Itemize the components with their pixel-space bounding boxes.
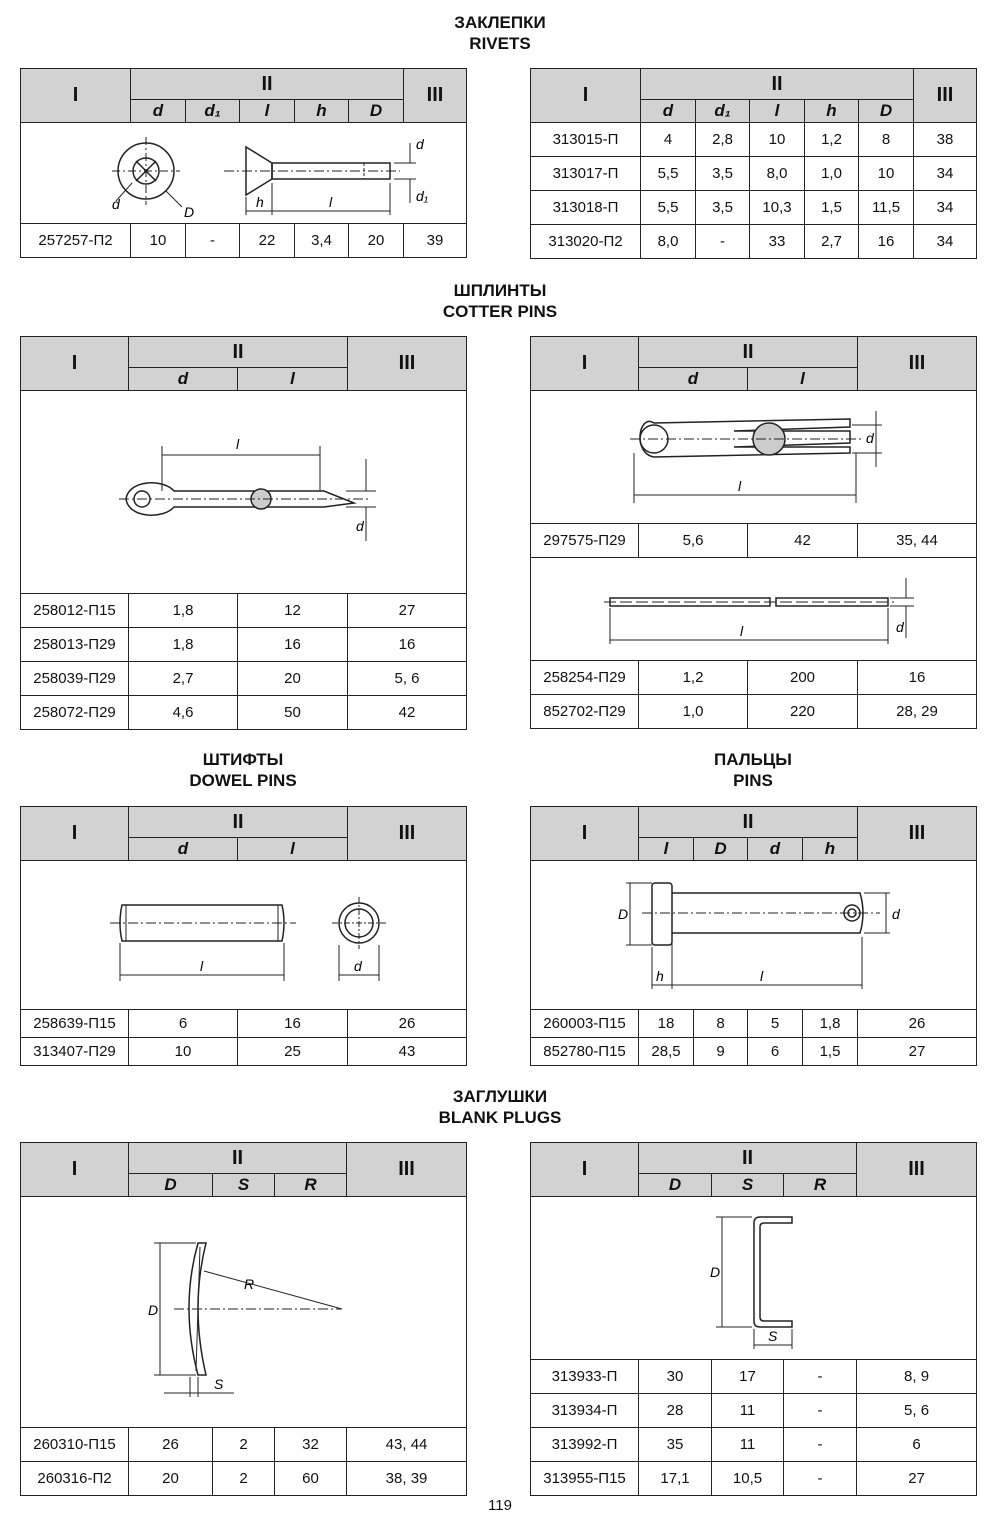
cell: 16 xyxy=(238,1010,348,1038)
cell: 313933-П xyxy=(531,1360,639,1394)
dim-label-S: S xyxy=(767,1328,777,1344)
cell: 11,5 xyxy=(859,191,914,225)
dim-label-d: d xyxy=(891,906,900,922)
blank-plugs-table-right xyxy=(530,1142,977,1496)
cell: 2 xyxy=(213,1428,275,1462)
cell: 1,5 xyxy=(803,1038,858,1066)
cell: 313017-П xyxy=(531,157,641,191)
cell: 16 xyxy=(859,225,914,259)
title-en: RIVETS xyxy=(469,34,531,53)
cell: 1,0 xyxy=(805,157,859,191)
dim-label-h: h xyxy=(255,194,264,210)
cell: 852702-П29 xyxy=(531,695,639,729)
cell: - xyxy=(784,1394,857,1428)
cell: 2,7 xyxy=(129,662,238,696)
cell: 313934-П xyxy=(531,1394,639,1428)
section-title-cotter-pins xyxy=(0,280,1000,322)
cell: 16 xyxy=(858,661,977,695)
param-header: D xyxy=(694,838,748,861)
cell: 25 xyxy=(238,1038,348,1066)
cell: 258013-П29 xyxy=(21,628,129,662)
cell: 35 xyxy=(639,1428,712,1462)
cell: 6 xyxy=(748,1038,803,1066)
header-col-2: II xyxy=(639,337,858,368)
cell: 2,8 xyxy=(696,123,750,157)
dim-label-l: l xyxy=(739,623,743,639)
blank-plug-drawing-cell xyxy=(531,1197,977,1360)
param-header: d xyxy=(748,838,803,861)
param-header: h xyxy=(803,838,858,861)
cell: 313992-П xyxy=(531,1428,639,1462)
pin-drawing-cell xyxy=(531,861,977,1010)
cell: 8 xyxy=(694,1010,748,1038)
title-ru: ЗАКЛЕПКИ xyxy=(454,13,546,32)
header-col-3: III xyxy=(404,69,467,123)
cell: 42 xyxy=(748,524,858,558)
pins-table xyxy=(530,806,977,1066)
title-en: BLANK PLUGS xyxy=(438,1108,562,1127)
dim-label-h: h xyxy=(655,968,664,984)
cell: 313020-П2 xyxy=(531,225,641,259)
cell: 27 xyxy=(857,1462,977,1496)
param-header: l xyxy=(240,100,295,123)
cell: 852780-П15 xyxy=(531,1038,639,1066)
table-row xyxy=(21,1462,467,1496)
cell: 3,4 xyxy=(295,224,349,258)
table-row xyxy=(21,662,467,696)
dim-label-D: D xyxy=(183,204,194,220)
header-col-1: I xyxy=(21,1143,129,1197)
cotter-pin-drawing xyxy=(534,391,974,523)
cell: 1,8 xyxy=(129,628,238,662)
title-ru: ШТИФТЫ xyxy=(202,750,284,769)
header-col-3: III xyxy=(347,1143,467,1197)
blank-plug-drawing xyxy=(534,1197,974,1359)
cell: 34 xyxy=(914,191,977,225)
rivets-table-right xyxy=(530,68,977,259)
cell: 8,0 xyxy=(641,225,696,259)
cell: 28 xyxy=(639,1394,712,1428)
table-row xyxy=(531,225,977,259)
param-header: R xyxy=(784,1174,857,1197)
table-row xyxy=(531,1462,977,1496)
header-col-2: II xyxy=(639,1143,857,1174)
cell: 34 xyxy=(914,225,977,259)
cell: 260310-П15 xyxy=(21,1428,129,1462)
cell: 35, 44 xyxy=(858,524,977,558)
cotter-pins-table-left xyxy=(20,336,467,730)
cell: 10 xyxy=(859,157,914,191)
cell: 8, 9 xyxy=(857,1360,977,1394)
cell: 5,5 xyxy=(641,157,696,191)
title-en: PINS xyxy=(733,771,773,790)
table-row xyxy=(531,123,977,157)
cell: 258072-П29 xyxy=(21,696,129,730)
table-row xyxy=(21,1428,467,1462)
dim-label-d: d xyxy=(111,196,120,212)
cell: 18 xyxy=(639,1010,694,1038)
cell: 1,5 xyxy=(805,191,859,225)
dim-label-d1: d₁ xyxy=(415,188,428,204)
dim-label-d: d xyxy=(415,136,424,152)
dim-label-l: l xyxy=(235,436,239,452)
table-row xyxy=(21,594,467,628)
header-col-3: III xyxy=(857,1143,977,1197)
table-row xyxy=(21,696,467,730)
section-title-rivets xyxy=(0,12,1000,54)
header-col-3: III xyxy=(348,337,467,391)
cell: 28,5 xyxy=(639,1038,694,1066)
title-ru: ШПЛИНТЫ xyxy=(453,281,547,300)
dim-label-D: D xyxy=(617,906,628,922)
cell: 5,5 xyxy=(641,191,696,225)
header-col-1: I xyxy=(21,69,131,123)
cell: 20 xyxy=(349,224,404,258)
cell: 260316-П2 xyxy=(21,1462,129,1496)
param-header: D xyxy=(639,1174,712,1197)
param-header: D xyxy=(129,1174,213,1197)
dim-label-d: d xyxy=(865,430,874,446)
header-col-3: III xyxy=(858,807,977,861)
dim-label-l: l xyxy=(199,958,203,974)
header-col-1: I xyxy=(531,1143,639,1197)
param-header: l xyxy=(748,368,858,391)
param-header: R xyxy=(275,1174,347,1197)
wire-pin-drawing xyxy=(534,558,974,660)
param-header: d xyxy=(131,100,186,123)
cell: 12 xyxy=(238,594,348,628)
wire-pin-drawing-cell xyxy=(531,558,977,661)
dim-label-l: l xyxy=(737,478,741,494)
header-col-2: II xyxy=(641,69,914,100)
cell: 258039-П29 xyxy=(21,662,129,696)
cell: 10 xyxy=(129,1038,238,1066)
cell: 28, 29 xyxy=(858,695,977,729)
section-title-pins xyxy=(530,749,976,791)
cell: 16 xyxy=(348,628,467,662)
param-header: S xyxy=(712,1174,784,1197)
cell: 258012-П15 xyxy=(21,594,129,628)
table-row xyxy=(531,524,977,558)
cell: 2,7 xyxy=(805,225,859,259)
table-row xyxy=(21,628,467,662)
cotter-pins-table-right xyxy=(530,336,977,729)
cell: 220 xyxy=(748,695,858,729)
cell: 43 xyxy=(348,1038,467,1066)
header-col-1: I xyxy=(531,337,639,391)
dim-label-d: d xyxy=(895,619,904,635)
cell: 260003-П15 xyxy=(531,1010,639,1038)
table-row xyxy=(531,1394,977,1428)
table-row xyxy=(531,1010,977,1038)
table-row xyxy=(531,695,977,729)
param-header: d xyxy=(129,838,238,861)
cell: 257257-П2 xyxy=(21,224,131,258)
cell: 2 xyxy=(213,1462,275,1496)
dim-label-l: l xyxy=(759,968,763,984)
param-header: d xyxy=(641,100,696,123)
cell: 5, 6 xyxy=(348,662,467,696)
cell: 258254-П29 xyxy=(531,661,639,695)
cell: 10,5 xyxy=(712,1462,784,1496)
cell: 3,5 xyxy=(696,157,750,191)
param-header: S xyxy=(213,1174,275,1197)
cell: 5 xyxy=(748,1010,803,1038)
param-header: d xyxy=(129,368,238,391)
cell: 6 xyxy=(129,1010,238,1038)
title-ru: ЗАГЛУШКИ xyxy=(452,1087,548,1106)
cell: 313018-П xyxy=(531,191,641,225)
page-number: 119 xyxy=(488,1497,512,1514)
cell: 200 xyxy=(748,661,858,695)
param-header: d₁ xyxy=(186,100,240,123)
cell: 26 xyxy=(129,1428,213,1462)
header-col-2: II xyxy=(639,807,858,838)
cell: 8,0 xyxy=(750,157,805,191)
param-header: h xyxy=(805,100,859,123)
cell: 1,8 xyxy=(129,594,238,628)
param-header: d₁ xyxy=(696,100,750,123)
cell: 22 xyxy=(240,224,295,258)
dim-label-d: d xyxy=(355,518,364,534)
cell: 313407-П29 xyxy=(21,1038,129,1066)
header-col-1: I xyxy=(21,337,129,391)
dowel-pin-drawing xyxy=(24,861,464,1009)
header-col-1: I xyxy=(21,807,129,861)
table-row xyxy=(531,1038,977,1066)
header-col-1: I xyxy=(531,69,641,123)
section-title-blank-plugs xyxy=(0,1086,1000,1128)
cell: 313955-П15 xyxy=(531,1462,639,1496)
header-col-3: III xyxy=(348,807,467,861)
cotter-pin-drawing-cell xyxy=(531,391,977,524)
cell: - xyxy=(186,224,240,258)
cell: 60 xyxy=(275,1462,347,1496)
cell: 16 xyxy=(238,628,348,662)
cell: 17,1 xyxy=(639,1462,712,1496)
cell: 10,3 xyxy=(750,191,805,225)
cell: 38 xyxy=(914,123,977,157)
cell: 32 xyxy=(275,1428,347,1462)
table-row xyxy=(531,157,977,191)
param-header: l xyxy=(238,368,348,391)
param-header: l xyxy=(639,838,694,861)
cell: 11 xyxy=(712,1394,784,1428)
cell: 1,8 xyxy=(803,1010,858,1038)
cell: 20 xyxy=(129,1462,213,1496)
param-header: h xyxy=(295,100,349,123)
cell: - xyxy=(784,1462,857,1496)
cell: 1,2 xyxy=(639,661,748,695)
header-col-2: II xyxy=(131,69,404,100)
dim-label-R: R xyxy=(243,1276,254,1292)
header-col-2: II xyxy=(129,807,348,838)
cell: 1,0 xyxy=(639,695,748,729)
title-ru: ПАЛЬЦЫ xyxy=(714,750,792,769)
blank-plug-drawing-cell xyxy=(21,1197,467,1428)
title-en: COTTER PINS xyxy=(442,302,558,321)
cell: 26 xyxy=(348,1010,467,1038)
cell: 258639-П15 xyxy=(21,1010,129,1038)
rivets-table-left xyxy=(20,68,467,258)
dowel-pin-drawing-cell xyxy=(21,861,467,1010)
dim-label-D: D xyxy=(709,1264,720,1280)
cell: 10 xyxy=(750,123,805,157)
rivet-drawing-cell xyxy=(21,123,467,224)
blank-plugs-table-left xyxy=(20,1142,467,1496)
cell: 38, 39 xyxy=(347,1462,467,1496)
cell: 5, 6 xyxy=(857,1394,977,1428)
table-row xyxy=(531,661,977,695)
cell: - xyxy=(696,225,750,259)
param-header: d xyxy=(639,368,748,391)
cell: 20 xyxy=(238,662,348,696)
param-header: D xyxy=(349,100,404,123)
cell: 43, 44 xyxy=(347,1428,467,1462)
table-row xyxy=(531,1360,977,1394)
dim-label-D: D xyxy=(147,1302,158,1318)
cell: 1,2 xyxy=(805,123,859,157)
cell: - xyxy=(784,1360,857,1394)
cell: 34 xyxy=(914,157,977,191)
param-header: l xyxy=(238,838,348,861)
header-col-1: I xyxy=(531,807,639,861)
cell: 4 xyxy=(641,123,696,157)
cell: 42 xyxy=(348,696,467,730)
header-col-3: III xyxy=(914,69,977,123)
table-row xyxy=(531,191,977,225)
dowel-pins-table xyxy=(20,806,467,1066)
table-row xyxy=(21,224,467,258)
table-row xyxy=(21,1038,467,1066)
cell: 8 xyxy=(859,123,914,157)
cell: 50 xyxy=(238,696,348,730)
param-header: l xyxy=(750,100,805,123)
param-header: D xyxy=(859,100,914,123)
cotter-pin-drawing-cell xyxy=(21,391,467,594)
cell: 5,6 xyxy=(639,524,748,558)
cell: - xyxy=(784,1428,857,1462)
header-col-3: III xyxy=(858,337,977,391)
cell: 39 xyxy=(404,224,467,258)
table-row xyxy=(531,1428,977,1462)
cell: 313015-П xyxy=(531,123,641,157)
dim-label-l: l xyxy=(328,194,332,210)
blank-plug-drawing xyxy=(24,1197,464,1427)
cotter-pin-drawing xyxy=(24,391,464,593)
cell: 4,6 xyxy=(129,696,238,730)
dim-label-d: d xyxy=(353,958,362,974)
title-en: DOWEL PINS xyxy=(189,771,297,790)
cell: 26 xyxy=(858,1010,977,1038)
cell: 9 xyxy=(694,1038,748,1066)
cell: 11 xyxy=(712,1428,784,1462)
cell: 30 xyxy=(639,1360,712,1394)
table-row xyxy=(21,1010,467,1038)
section-title-dowel-pins xyxy=(20,749,466,791)
header-col-2: II xyxy=(129,1143,347,1174)
header-col-2: II xyxy=(129,337,348,368)
cell: 3,5 xyxy=(696,191,750,225)
cell: 297575-П29 xyxy=(531,524,639,558)
cell: 33 xyxy=(750,225,805,259)
rivet-drawing xyxy=(24,123,464,223)
cell: 6 xyxy=(857,1428,977,1462)
cell: 27 xyxy=(858,1038,977,1066)
cell: 17 xyxy=(712,1360,784,1394)
dim-label-S: S xyxy=(213,1376,223,1392)
cell: 27 xyxy=(348,594,467,628)
cell: 10 xyxy=(131,224,186,258)
pin-drawing xyxy=(534,861,974,1009)
